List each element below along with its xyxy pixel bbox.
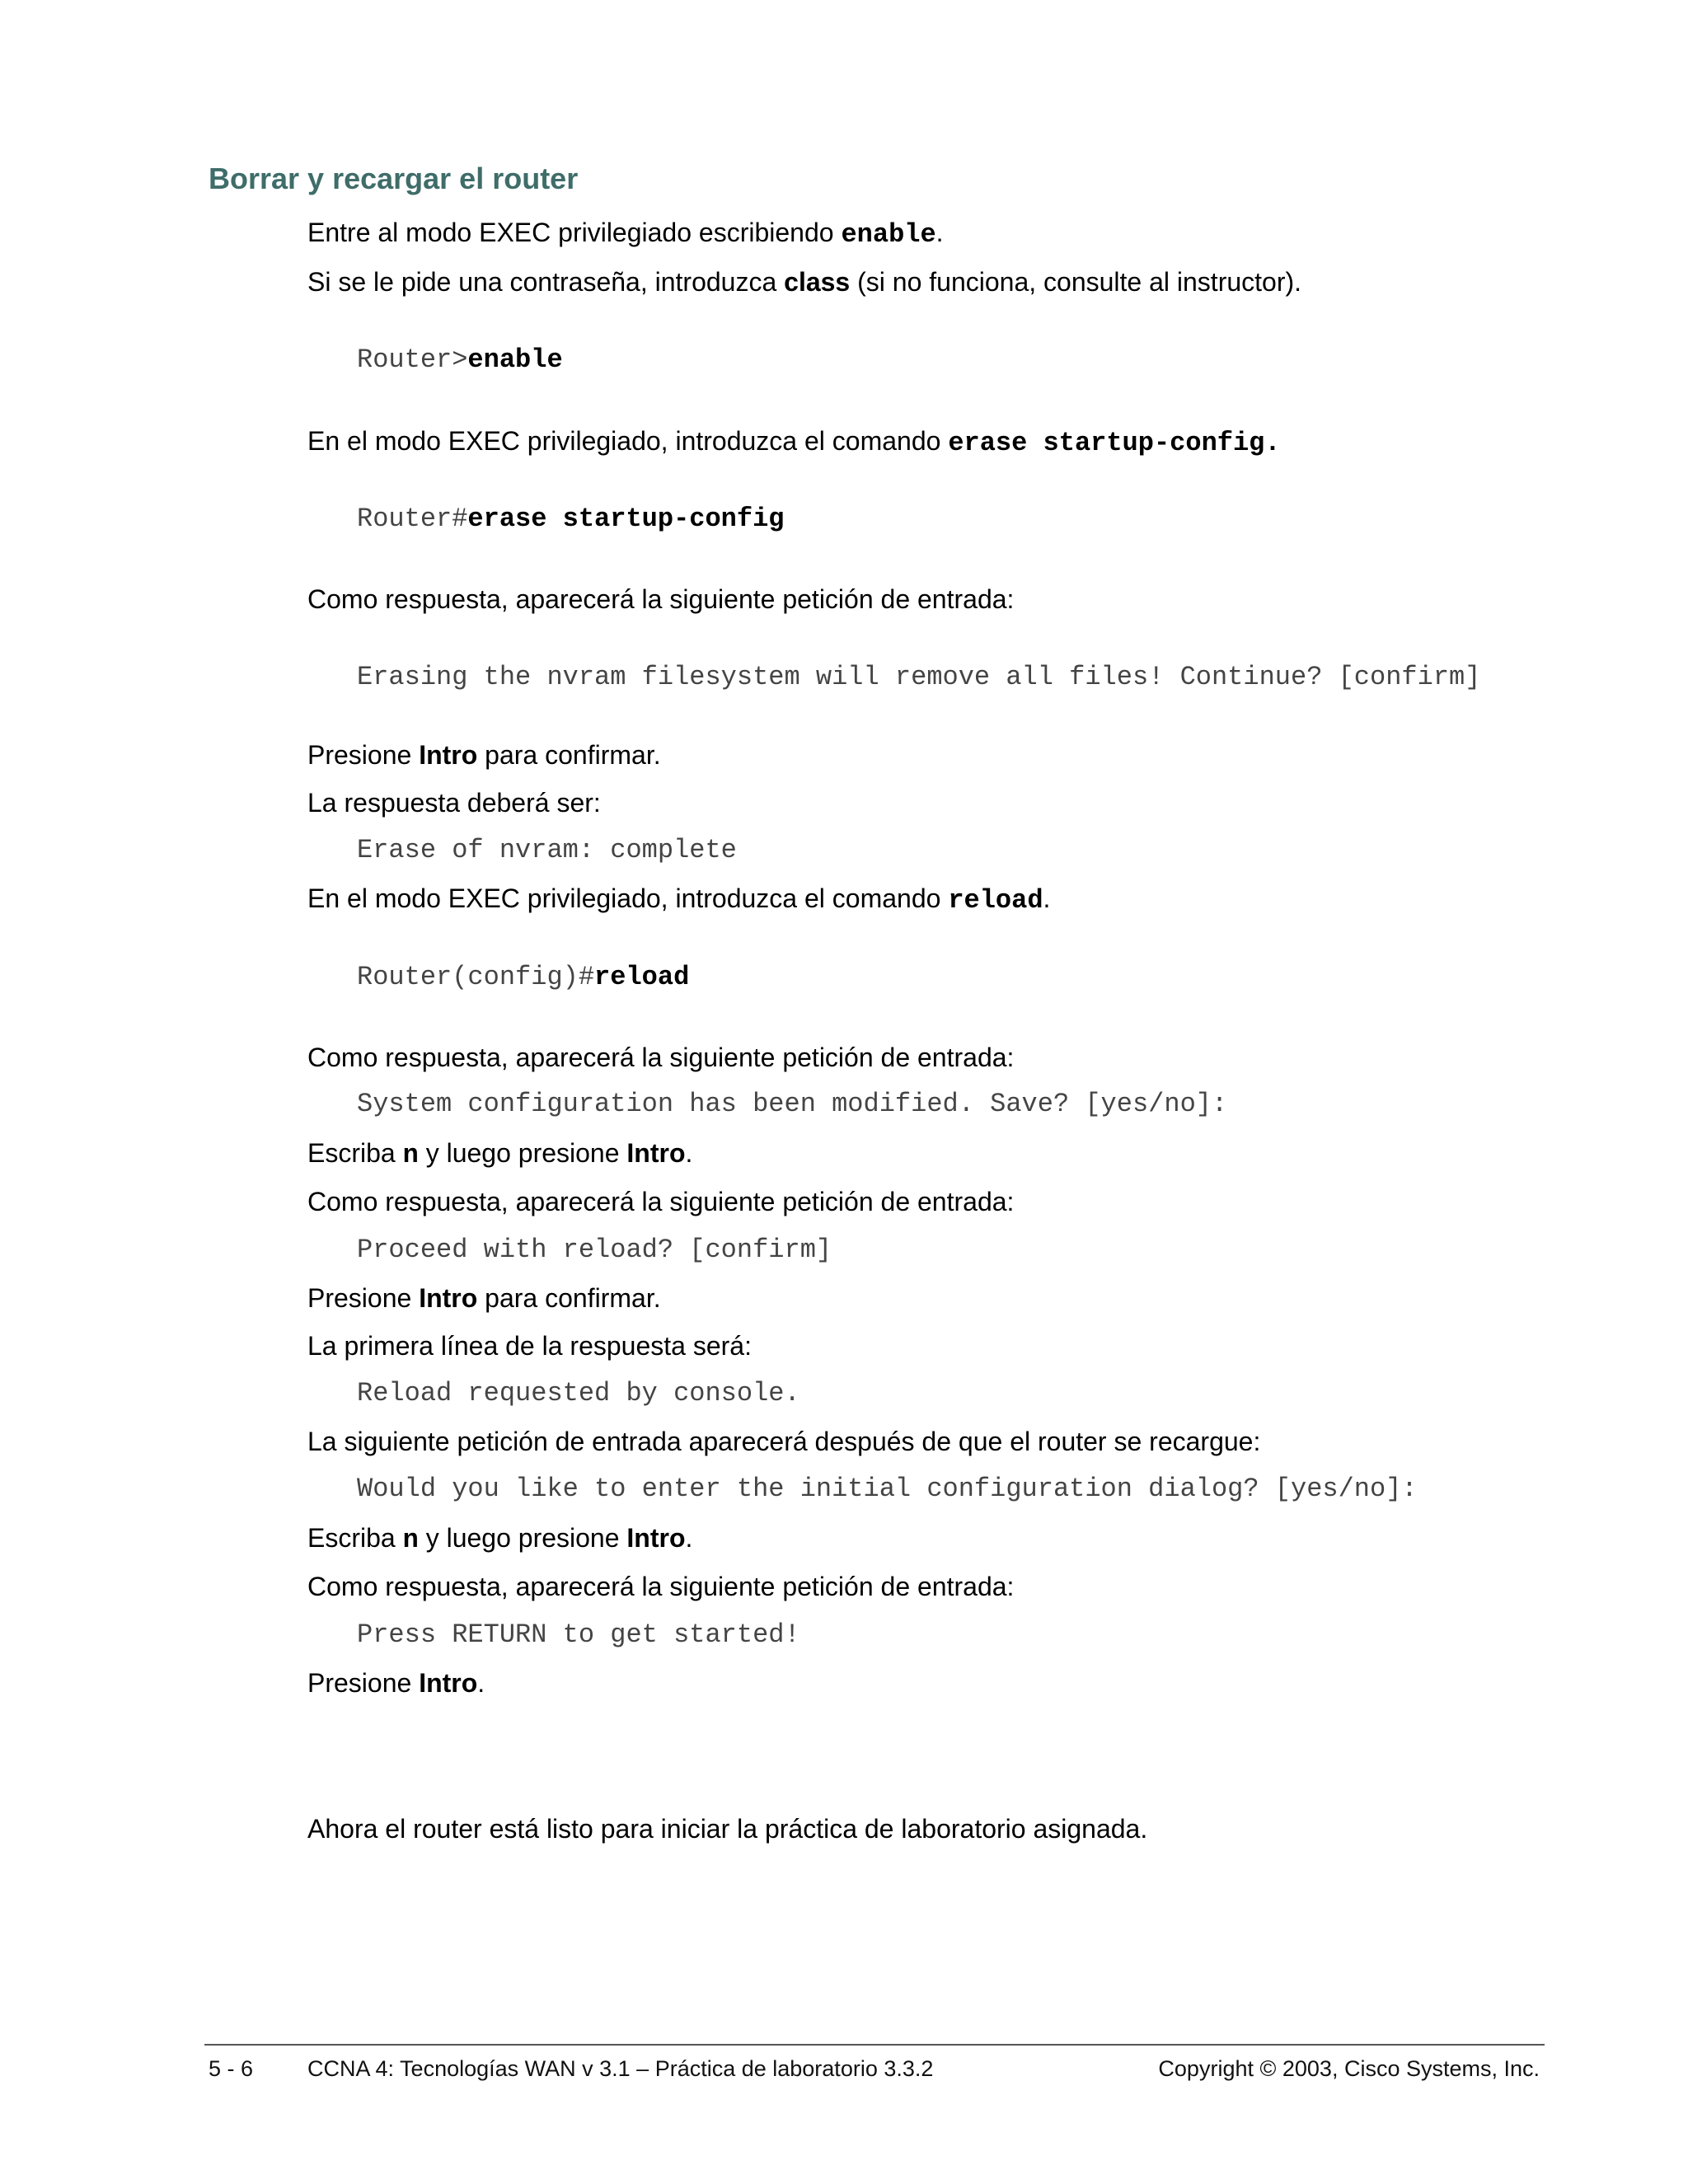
text: . bbox=[935, 218, 944, 247]
key-name: Intro bbox=[419, 1283, 478, 1313]
text: para confirmar. bbox=[477, 1283, 661, 1313]
text: y luego presione bbox=[418, 1523, 627, 1553]
inline-command: erase startup-config bbox=[948, 428, 1265, 458]
code-save-prompt: System configuration has been modified. Save? [yes/no]: bbox=[357, 1089, 1228, 1119]
code-enable bbox=[357, 342, 563, 378]
instruction-confirm-2 bbox=[307, 1280, 661, 1316]
section-heading: Borrar y recargar el router bbox=[209, 162, 579, 195]
response-note-6: La siguiente petición de entrada aparecerá después de que el router se recargue: bbox=[307, 1427, 1261, 1456]
code-reload bbox=[357, 959, 689, 996]
instruction-press-intro bbox=[307, 1665, 485, 1701]
key-name: Intro bbox=[419, 740, 478, 770]
instruction-password bbox=[307, 264, 1301, 300]
text: Presione bbox=[307, 1668, 420, 1698]
code-erase-prompt: Erasing the nvram filesystem will remove all files! Continue? [confirm] bbox=[357, 662, 1481, 692]
command: erase startup-config bbox=[467, 504, 785, 534]
code-initial-config-prompt: Would you like to enter the initial configuration dialog? [yes/no]: bbox=[357, 1474, 1418, 1504]
response-note-3: Como respuesta, aparecerá la siguiente petición de entrada: bbox=[307, 1043, 1015, 1072]
instruction-erase bbox=[307, 423, 1281, 462]
response-note-7: Como respuesta, aparecerá la siguiente petición de entrada: bbox=[307, 1572, 1015, 1601]
code-press-return: Press RETURN to get started! bbox=[357, 1619, 800, 1650]
text: Entre al modo EXEC privilegiado escribiendo bbox=[307, 218, 842, 247]
instruction-confirm-1 bbox=[307, 737, 661, 773]
prompt: Router> bbox=[357, 344, 468, 375]
inline-command: n bbox=[402, 1140, 419, 1170]
footer-divider bbox=[204, 2044, 1545, 2046]
response-note-2: La respuesta deberá ser: bbox=[307, 788, 601, 818]
text: Escriba bbox=[307, 1138, 403, 1168]
instruction-enable bbox=[307, 214, 944, 253]
text: (si no funciona, consulte al instructor). bbox=[850, 267, 1302, 297]
text: para confirmar. bbox=[477, 740, 661, 770]
text: Presione bbox=[307, 1283, 420, 1313]
response-note-4: Como respuesta, aparecerá la siguiente petición de entrada: bbox=[307, 1187, 1015, 1216]
response-note-1: Como respuesta, aparecerá la siguiente petición de entrada: bbox=[307, 584, 1015, 614]
command: enable bbox=[467, 344, 563, 375]
code-erase bbox=[357, 501, 784, 537]
footer-course-title: CCNA 4: Tecnologías WAN v 3.1 – Práctica de laboratorio 3.3.2 bbox=[307, 2056, 934, 2081]
text: . bbox=[1264, 428, 1281, 458]
text: . bbox=[477, 1668, 485, 1698]
instruction-reload bbox=[307, 880, 1050, 919]
text: En el modo EXEC privilegiado, introduzca el comando bbox=[307, 426, 949, 456]
instruction-type-n-2 bbox=[307, 1520, 692, 1558]
page-number: 5 - 6 bbox=[209, 2056, 254, 2081]
text: . bbox=[1043, 883, 1051, 913]
prompt: Router(config)# bbox=[357, 962, 595, 992]
key-name: Intro bbox=[419, 1668, 478, 1698]
text: y luego presione bbox=[418, 1138, 627, 1168]
inline-command: reload bbox=[948, 885, 1043, 916]
closing-note: Ahora el router está listo para iniciar la práctica de laboratorio asignada. bbox=[307, 1814, 1148, 1844]
footer-copyright: Copyright © 2003, Cisco Systems, Inc. bbox=[1158, 2056, 1540, 2081]
inline-command: n bbox=[402, 1525, 419, 1555]
key-name: Intro bbox=[626, 1523, 686, 1553]
text: Escriba bbox=[307, 1523, 403, 1553]
code-proceed-prompt: Proceed with reload? [confirm] bbox=[357, 1235, 832, 1265]
command: reload bbox=[594, 962, 690, 992]
code-erase-complete: Erase of nvram: complete bbox=[357, 835, 737, 865]
text: Si se le pide una contraseña, introduzca bbox=[307, 267, 785, 297]
response-note-5: La primera línea de la respuesta será: bbox=[307, 1331, 752, 1361]
inline-command: enable bbox=[841, 219, 936, 250]
code-reload-requested: Reload requested by console. bbox=[357, 1378, 800, 1408]
text: . bbox=[685, 1138, 693, 1168]
prompt: Router# bbox=[357, 504, 468, 534]
text: . bbox=[685, 1523, 693, 1553]
text: Presione bbox=[307, 740, 420, 770]
password-value: class bbox=[784, 267, 851, 297]
key-name: Intro bbox=[626, 1138, 686, 1168]
text: En el modo EXEC privilegiado, introduzca el comando bbox=[307, 883, 949, 913]
instruction-type-n-1 bbox=[307, 1135, 692, 1174]
